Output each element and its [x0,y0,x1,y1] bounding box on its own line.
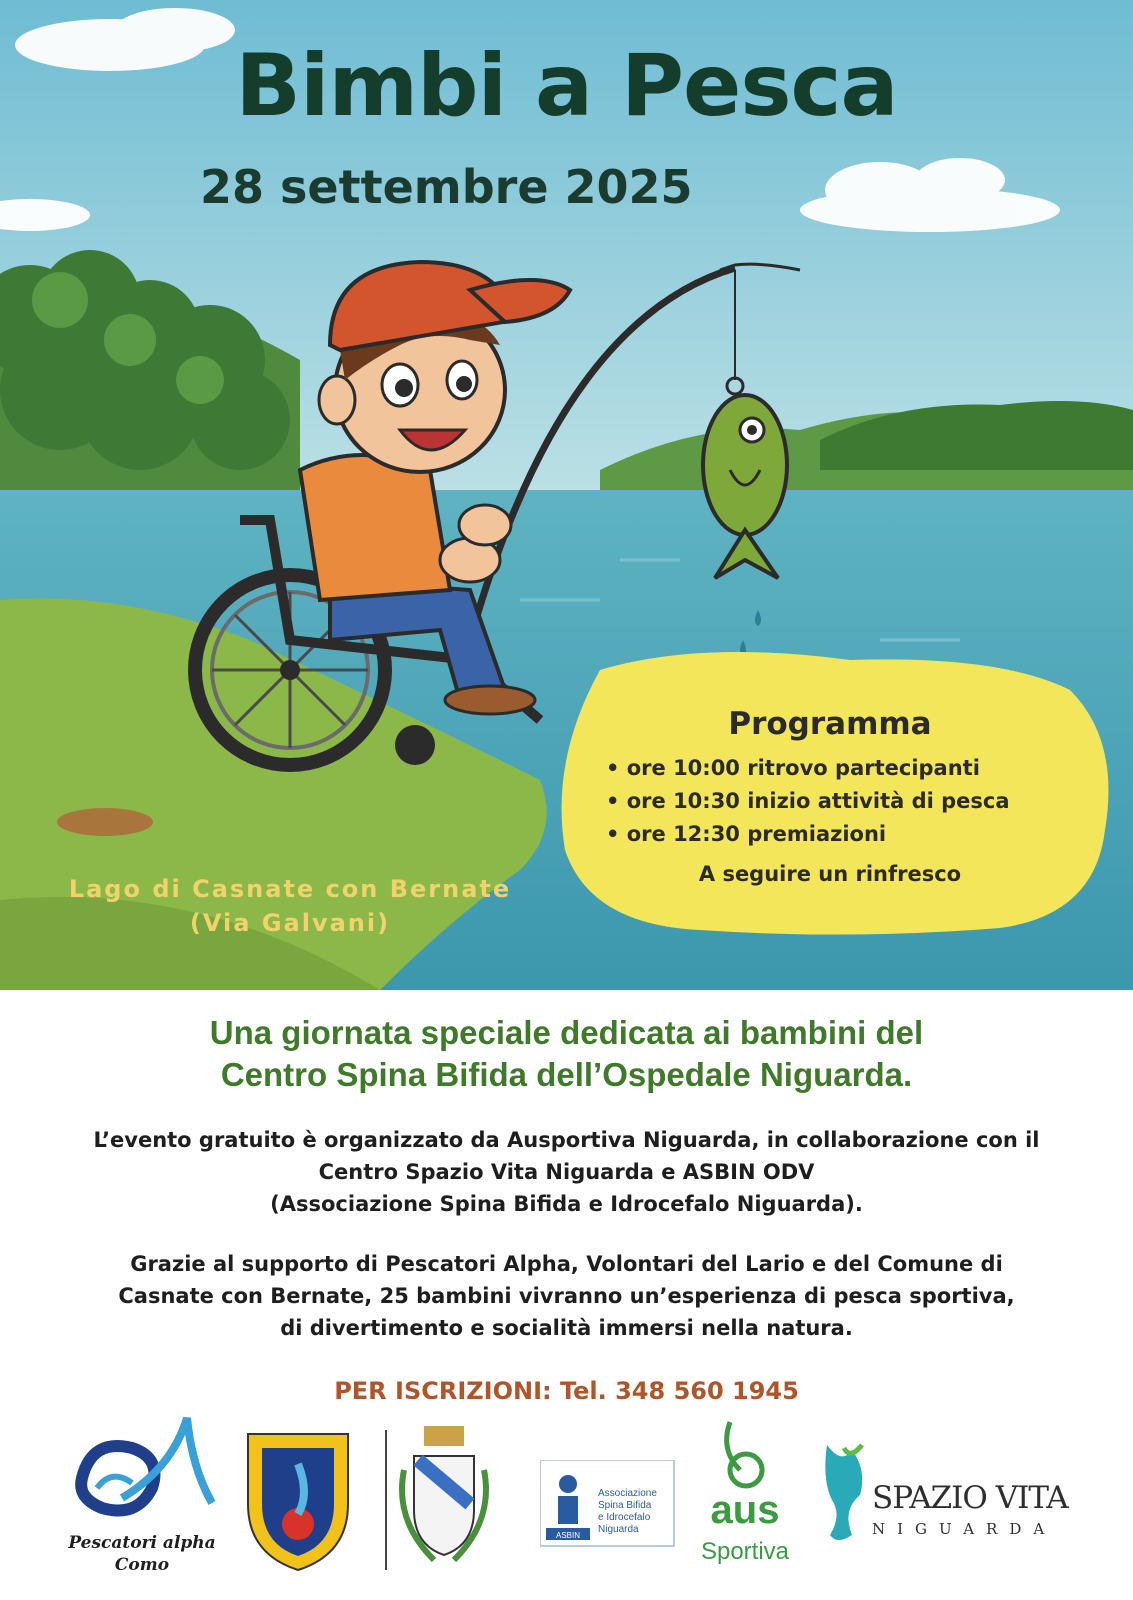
programma-footer: A seguire un rinfresco [698,862,962,886]
paragraph-line: Grazie al supporto di Pescatori Alpha, Volontari del Lario e del Comune di [130,1252,1003,1276]
logo-text: Como [114,1555,170,1575]
comune-logo [384,1420,500,1580]
asbin-caption [598,1488,657,1536]
paragraph-line: (Associazione Spina Bifida e Idrocefalo Niguarda). [270,1192,863,1216]
paragraph-line: L’evento gratuito è organizzato da Ausportiva Niguarda, in collaborazione con il [93,1128,1040,1152]
programma-box [560,670,1100,936]
alpha-fish-icon [62,1408,222,1528]
ausportiva-logo [690,1420,800,1580]
volontari-lario-logo [238,1424,358,1572]
aus-subtitle: Sportiva [700,1538,790,1565]
coat-of-arms-icon [384,1420,500,1580]
paragraph-line: Centro Spazio Vita Niguarda e ASBIN ODV [318,1160,815,1184]
paragraph-line: Casnate con Bernate, 25 bambini vivranno un’esperienza di pesca sportiva, [118,1284,1015,1308]
spazio-vita-subtitle: NIGUARDA [872,1520,1057,1538]
asbin-logo [540,1460,680,1550]
programma-heading: Programma [728,706,932,742]
aus-word: aus [710,1488,780,1532]
logo-text: e Idrocefalo [598,1512,651,1523]
logo-text: Spina Bifida [598,1500,652,1511]
programma-item: • ore 12:30 premiazioni [606,818,1010,851]
event-location [40,872,540,940]
leaf-icon [822,1440,872,1550]
programma-item: • ore 10:00 ritrovo partecipanti [606,752,1010,785]
logo-text: Associazione [598,1488,657,1499]
headline [60,1012,1073,1096]
event-date: 28 settembre 2025 [200,160,693,214]
shield-icon [238,1424,358,1572]
headline-line: Centro Spina Bifida dell’Ospedale Niguarda. [220,1056,913,1093]
programma-list [606,752,1010,851]
logo-text: Pescatori alpha [68,1533,216,1553]
pescatori-alpha-logo [62,1408,222,1578]
programma-item: • ore 10:30 inizio attività di pesca [606,785,1010,818]
location-address: (Via Galvani) [189,909,391,937]
location-line: Lago di Casnate con Bernate [68,875,512,903]
registration-contact: PER ISCRIZIONI: Tel. 348 560 1945 [334,1377,799,1405]
asbin-badge: ASBIN [555,1531,581,1540]
paragraph-line: di divertimento e socialità immersi nella natura. [280,1316,853,1340]
spazio-vita-title: SPAZIO VITA [872,1480,1068,1516]
headline-line: Una giornata speciale dedicata ai bambini del [209,1014,924,1051]
pescatori-alpha-caption [62,1532,222,1576]
logo-text: Niguarda [598,1524,639,1535]
organizers-paragraph [30,1124,1103,1220]
spazio-vita-logo [822,1440,1082,1560]
aus-mark-icon [690,1420,800,1490]
sponsors-paragraph [30,1248,1103,1344]
event-title: Bimbi a Pesca [235,36,898,136]
